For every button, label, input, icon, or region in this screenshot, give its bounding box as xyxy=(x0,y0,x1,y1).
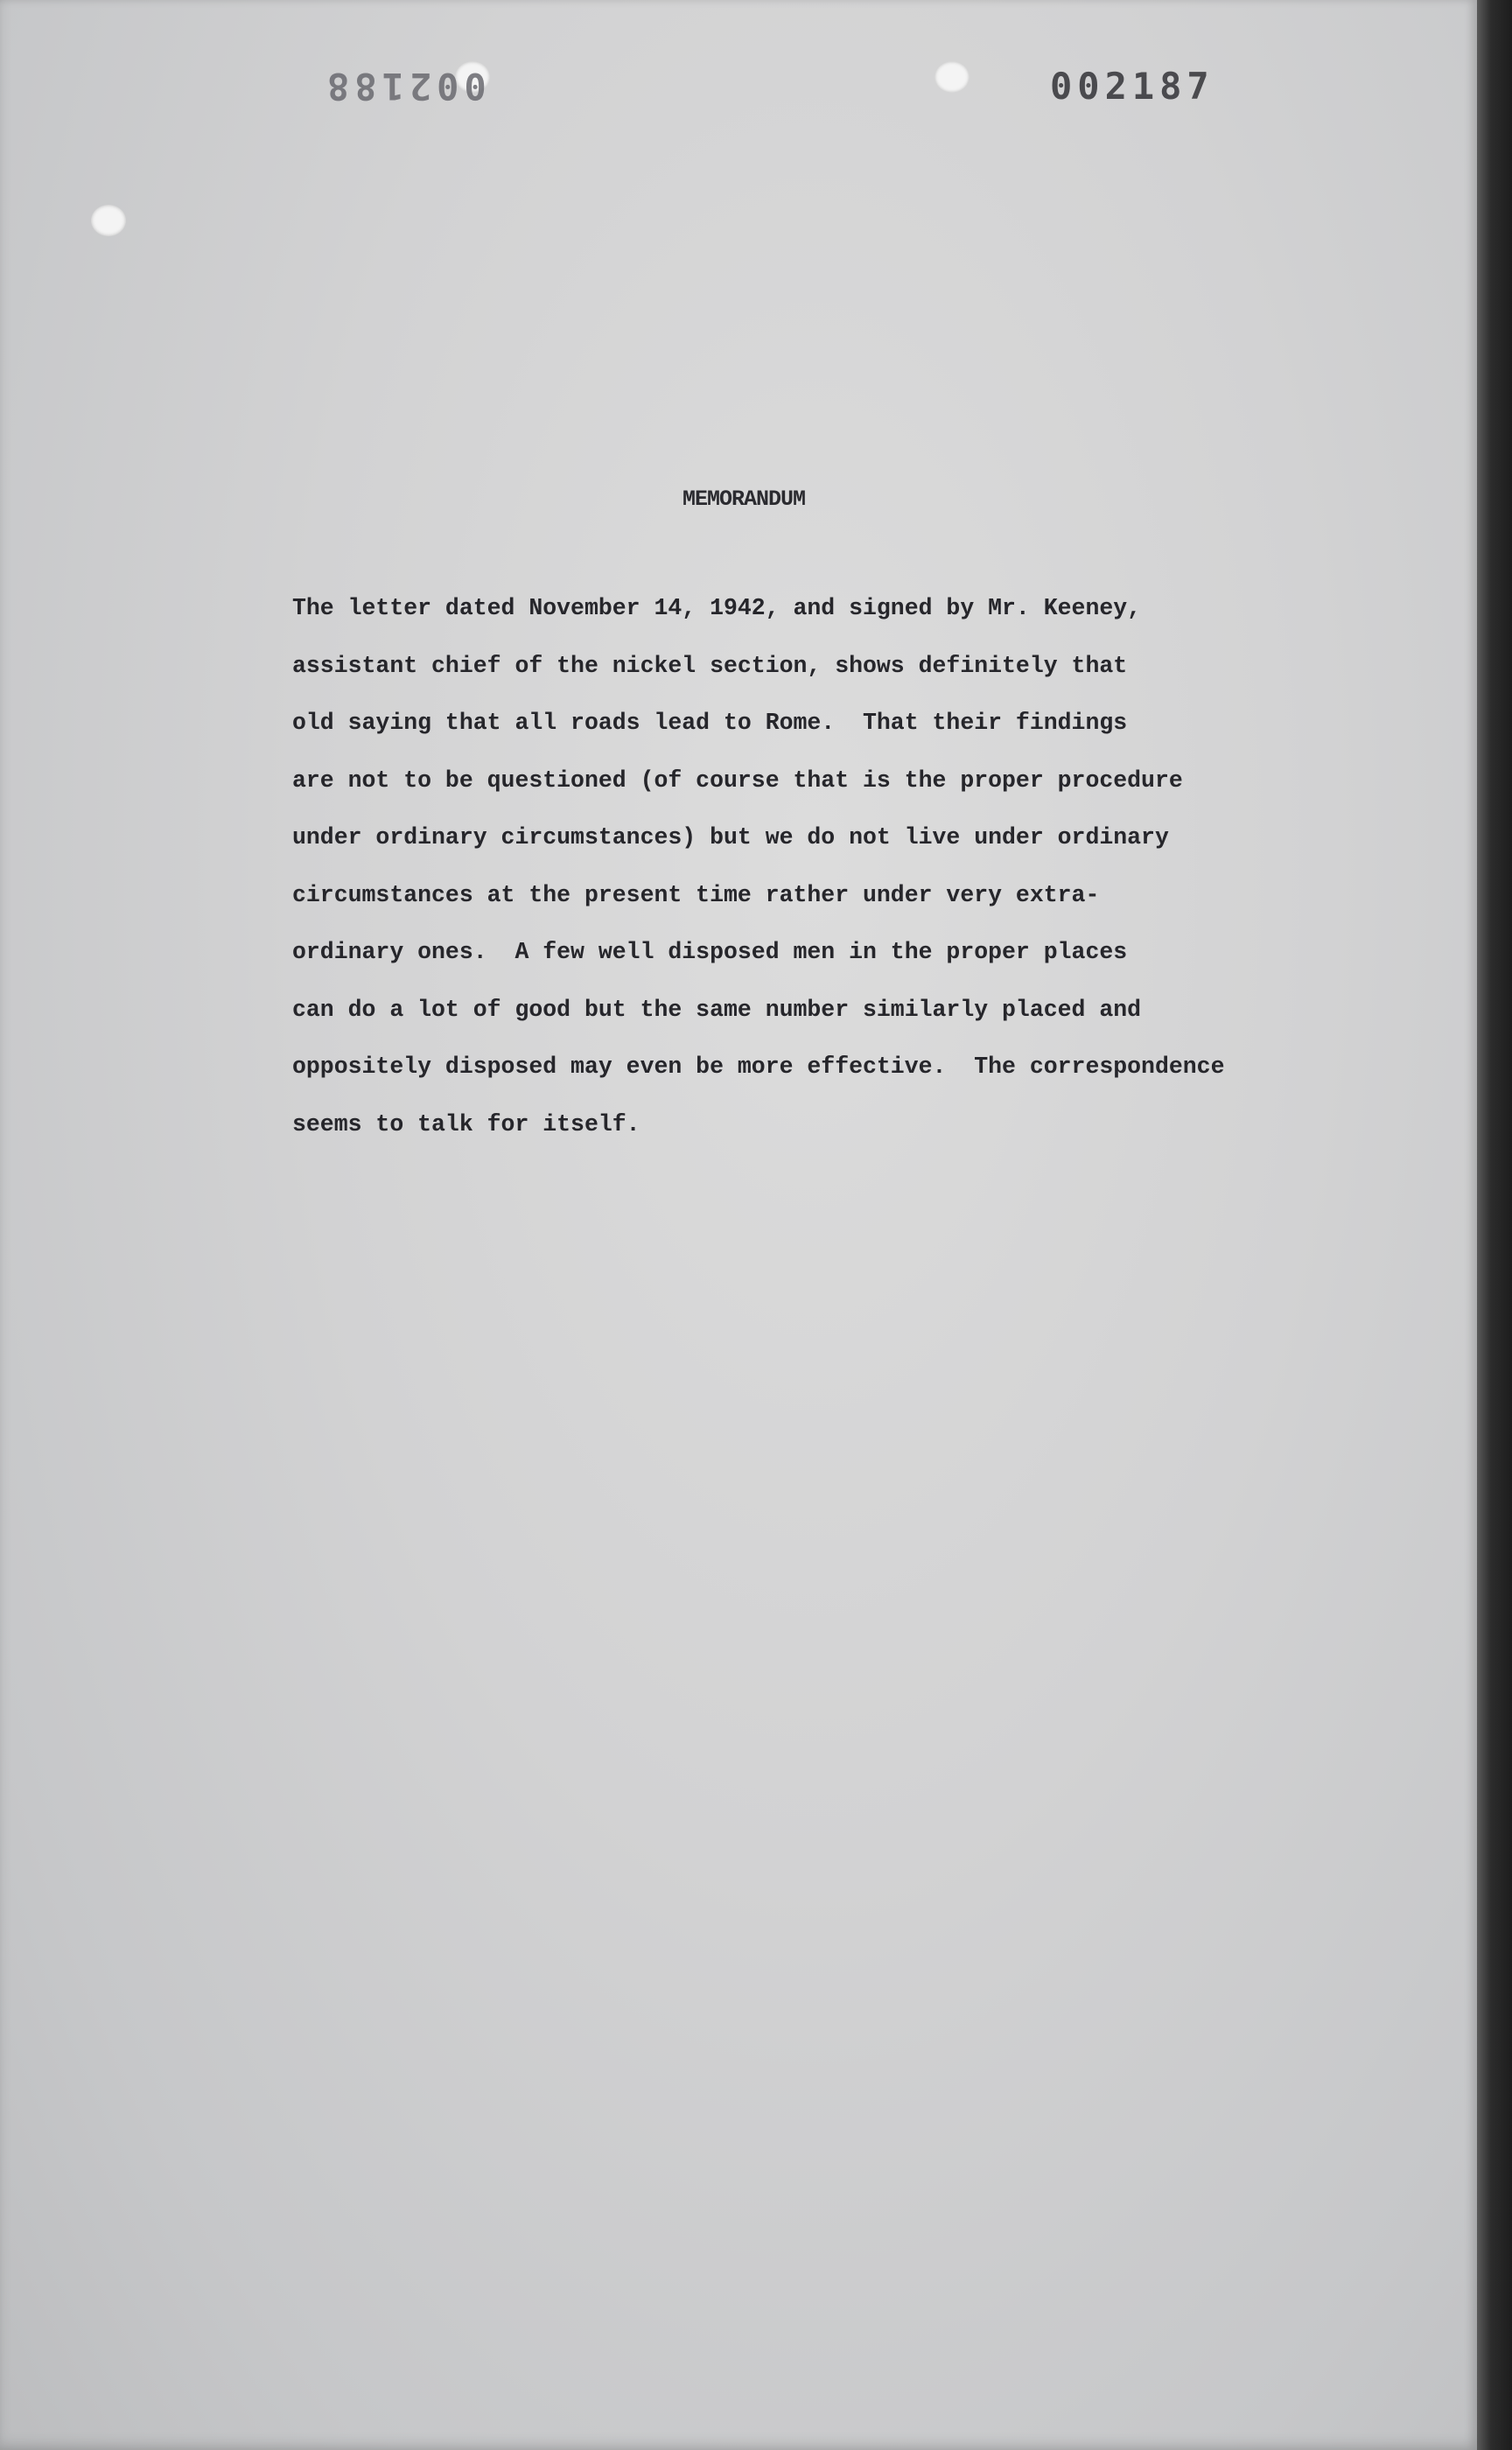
memo-line: seems to talk for itself. xyxy=(292,1110,640,1138)
memo-line: circumstances at the present time rather under very extra- xyxy=(292,881,1100,908)
punch-hole-top-right xyxy=(934,61,970,93)
memo-line: can do a lot of good but the same number similarly placed and xyxy=(292,996,1142,1023)
memo-line: old saying that all roads lead to Rome. That their findings xyxy=(292,710,1128,736)
memo-title: MEMORANDUM xyxy=(682,486,806,512)
memo-body xyxy=(292,588,1377,1161)
memo-line: oppositely disposed may even be more effective. The correspondence xyxy=(292,1054,1225,1080)
scan-edge xyxy=(1477,0,1512,2450)
memo-line: The letter dated November 14, 1942, and signed by Mr. Keeney, xyxy=(292,595,1142,621)
memo-line: under ordinary circumstances) but we do not live under ordinary xyxy=(292,824,1169,850)
punch-hole-left xyxy=(91,205,126,236)
stamp-number: 002187 xyxy=(1050,65,1214,108)
memo-line: assistant chief of the nickel section, shows definitely that xyxy=(292,652,1128,679)
memo-line: ordinary ones. A few well disposed men in the proper places xyxy=(292,939,1128,965)
memo-line: are not to be questioned (of course that is the proper procedure xyxy=(292,766,1183,794)
bleed-through-stamp-number: 002188 xyxy=(322,65,486,108)
